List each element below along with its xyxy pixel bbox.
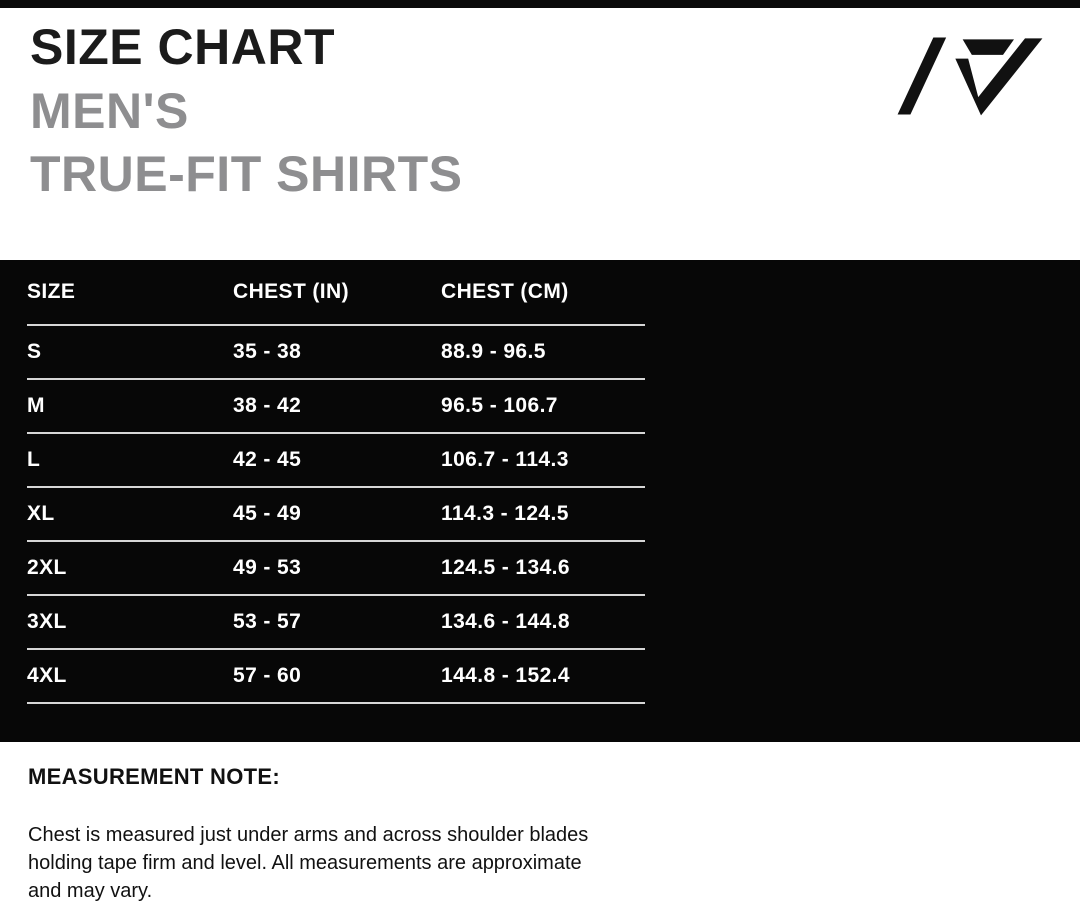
chest-in-value: 53 - 57 [233,610,302,633]
subtitle-product: TRUE-FIT SHIRTS [30,146,463,202]
size-label: 2XL [27,556,67,579]
size-label: XL [27,502,55,525]
measurement-note-heading: MEASUREMENT NOTE: [28,764,280,789]
chest-cm-value: 114.3 - 124.5 [441,502,569,525]
chest-in-value: 45 - 49 [233,502,302,525]
table-row-2xl [27,542,645,596]
table-row-s [27,326,645,380]
measurement-note-section [28,742,728,901]
note-line-2: holding tape firm and level. All measurements are approximate [28,852,582,874]
chest-cm-value: 96.5 - 106.7 [441,394,558,417]
page-title: SIZE CHART [30,19,335,75]
table-row-l [27,434,645,488]
size-label: 4XL [27,664,67,687]
table-row-m [27,380,645,434]
chest-in-value: 38 - 42 [233,394,302,417]
a7-brand-logo-icon [890,32,1050,120]
measurement-note-text [28,821,728,901]
chest-cm-value: 124.5 - 134.6 [441,556,570,579]
chest-cm-value: 134.6 - 144.8 [441,610,570,633]
chest-in-value: 57 - 60 [233,664,302,687]
table-header-row [27,260,645,326]
page-header [0,8,1080,260]
column-header-size: SIZE [27,280,76,303]
table-row-xl [27,488,645,542]
chest-in-value: 35 - 38 [233,340,302,363]
column-header-chest-in: CHEST (IN) [233,280,349,303]
size-label: L [27,448,41,471]
size-label: S [27,340,42,363]
column-header-chest-cm: CHEST (CM) [441,280,569,303]
table-row-3xl [27,596,645,650]
subtitle-gender: MEN'S [30,83,189,139]
chest-cm-value: 144.8 - 152.4 [441,664,570,687]
chest-in-value: 49 - 53 [233,556,302,579]
note-line-1: Chest is measured just under arms and across shoulder blades [28,824,589,846]
chest-in-value: 42 - 45 [233,448,302,471]
size-table [27,260,645,704]
table-row-4xl [27,650,645,704]
top-border-bar [0,0,1080,8]
chest-cm-value: 106.7 - 114.3 [441,448,569,471]
size-table-panel [0,260,1080,742]
chest-cm-value: 88.9 - 96.5 [441,340,546,363]
size-label: 3XL [27,610,67,633]
size-label: M [27,394,45,417]
note-line-3: and may vary. [28,880,153,901]
